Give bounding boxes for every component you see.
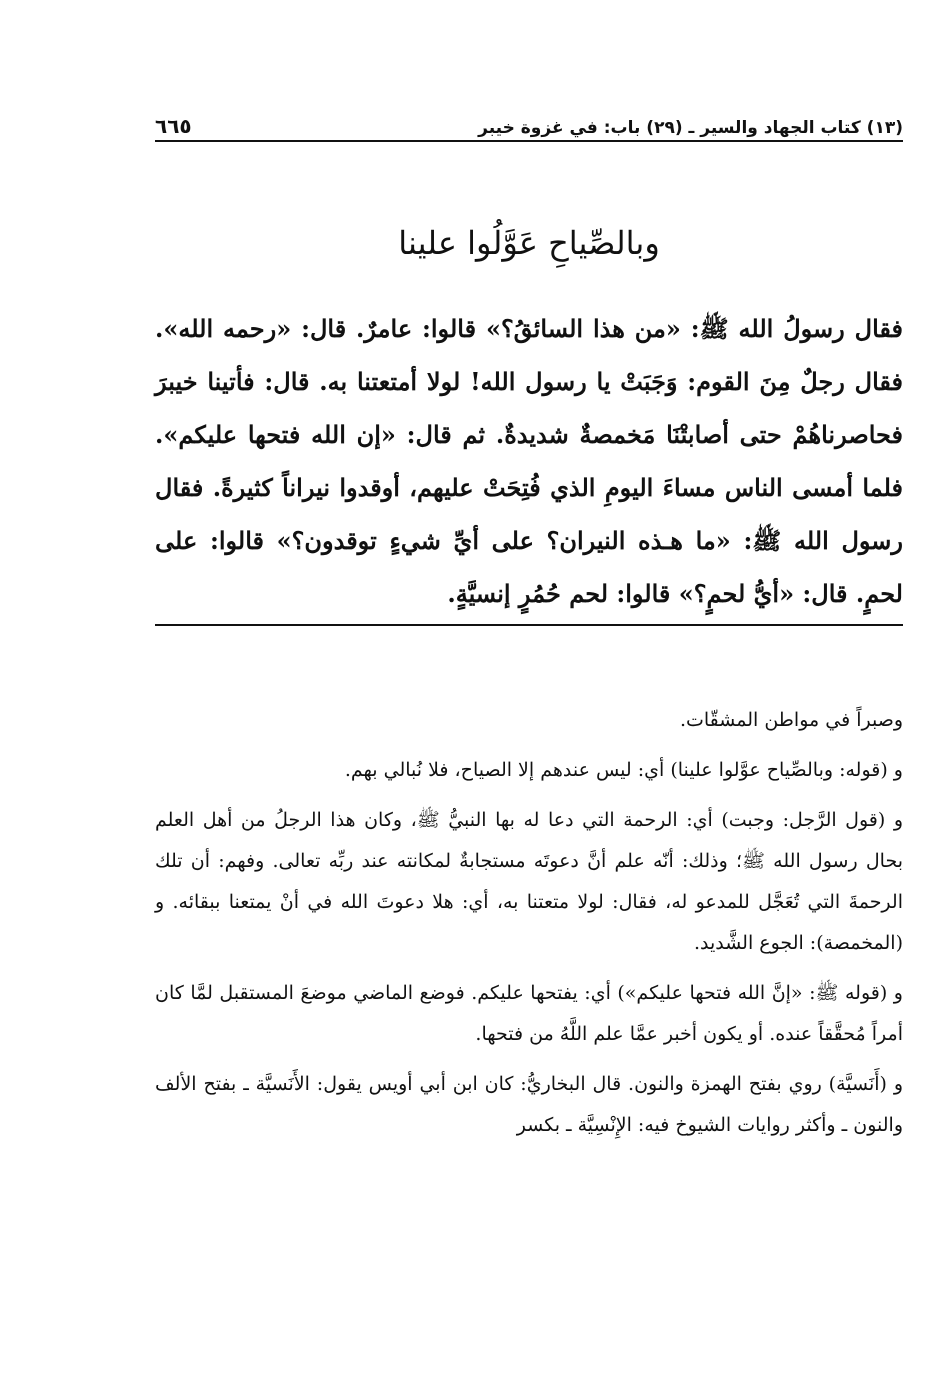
commentary [155, 700, 903, 1155]
hadith-text: فقال رسولُ الله ﷺ: «من هذا السائقُ؟» قالوا: عامرٌ. قال: «رحمه الله». فقال رجلٌ مِنَ القوم: وَجَبَتْ يا رسول الله! لولا أمتعتنا به. قال: فأتينا خيبرَ فحاصرناهُمْ حتى أصابتْنَا مَخمصةٌ شديدةٌ. ثم قال: «إن الله فتحها عليكم». فلما أمسى الناس مساءَ اليومِ الذي فُتِحَتْ عليهم، أوقدوا نيراناً كثيرةً. فقال رسول الله ﷺ: «ما هـذه النيران؟ على أيِّ شيءٍ توقدون؟» قالوا: على لحمٍ. قال: «أيُّ لحمٍ؟» قالوا: لحم حُمُرٍ إنسيَّةٍ. [155, 314, 903, 608]
page-header [155, 108, 903, 138]
commentary-paragraph: و (قوله: وبالصِّياح عوَّلوا علينا) أي: ليس عندهم إلا الصياح، فلا نُبالي بهم. [344, 759, 903, 781]
header-divider [155, 140, 903, 142]
commentary-paragraph: و (أَنَسيَّة) روي بفتح الهمزة والنون. قال البخاريُّ: كان ابن أبي أويس يقول: الأَنَسيَّة ـ بفتح الألف والنون ـ وأكثر روايات الشيوخ فيه: الإِنْسِيَّة ـ بكسر [155, 1073, 903, 1136]
commentary-paragraph: وصبراً في مواطن المشقّات. [679, 709, 903, 731]
section-title: وبالصِّياحِ عَوَّلُوا علينا [398, 224, 660, 262]
commentary-paragraph: و (قوله ﷺ: «إنَّ الله فتحها عليكم») أي: يفتحها عليكم. فوضع الماضي موضعَ المستقبل لمَّا كان أمراً مُحقَّقاً عنده. أو يكون أخبر عمَّا علم اللَّهُ من فتحها. [155, 982, 903, 1045]
commentary-paragraph: و (قول الرَّجل: وجبت) أي: الرحمة التي دعا له بها النبيُّ ﷺ، وكان هذا الرجلُ من أهل العلم بحال رسول الله ﷺ؛ وذلك: أنّه علم أنَّ دعوتَه مستجابةٌ لمكانته عند ربِّه تعالى. وفهم: أن تلك الرحمةَ التي تُعَجَّل للمدعو له، فقال: لولا متعتنا به، أي: هلا دعوتَ الله في أنْ يمتعنا ببقائه. و (المخمصة): الجوع الشَّديد. [155, 809, 903, 954]
running-title: (١٣) كتاب الجهاد والسير ـ (٢٩) باب: في غزوة خيبر [478, 118, 903, 138]
footnote-divider [155, 624, 903, 626]
page-number: ٦٦٥ [155, 114, 192, 138]
